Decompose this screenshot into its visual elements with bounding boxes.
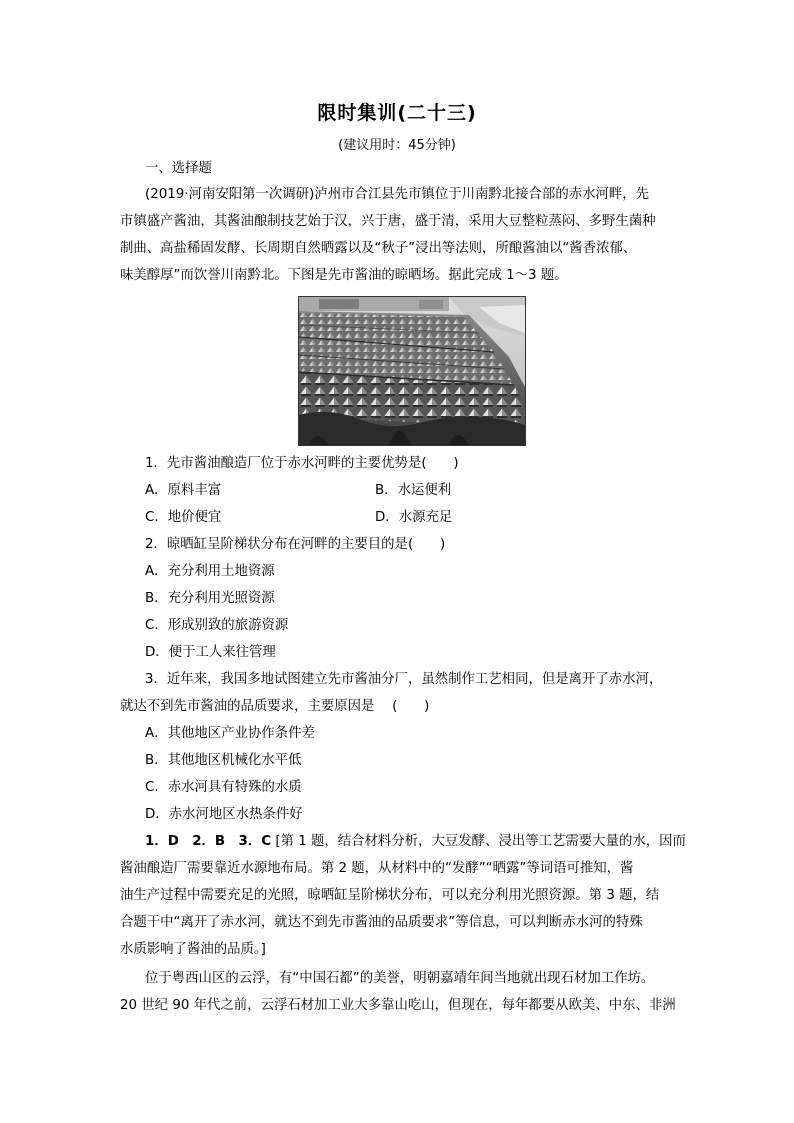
section-heading: 一、选择题 bbox=[145, 161, 212, 176]
passage2-line: 20 世纪 90 年代之前，云浮石材加工业大多靠山吃山，但现在，每年都要从欧美、中东、非洲 bbox=[120, 998, 676, 1013]
question-3-option-c: C．赤水河具有特殊的水质 bbox=[145, 780, 302, 795]
passage1-line: 味美醇厚”而饮誉川南黔北。下图是先市酱油的晾晒场。据此完成 1～3 题。 bbox=[120, 268, 568, 283]
answer-key: 1．D 2．B 3．C bbox=[145, 834, 272, 849]
answer-explanation-line: [第 1 题，结合材料分析，大豆发酵、浸出等工艺需要大量的水，因而 bbox=[275, 834, 686, 849]
question-2-option-c: C．形成别致的旅游资源 bbox=[145, 618, 289, 633]
question-3-option-d: D．赤水河地区水热条件好 bbox=[145, 807, 303, 822]
question-2-option-a: A．充分利用土地资源 bbox=[145, 564, 275, 579]
page-subtitle: (建议用时：45分钟) bbox=[338, 138, 456, 153]
answer-explanation-line: 合题干中“离开了赤水河，就达不到先市酱油的品质要求”等信息，可以判断赤水河的特殊 bbox=[120, 915, 643, 930]
answer-first-line bbox=[145, 833, 686, 851]
question-2-stem: 2．晾晒缸呈阶梯状分布在河畔的主要目的是( ) bbox=[145, 537, 446, 552]
page-title: 限时集训(二十三) bbox=[317, 102, 477, 124]
question-2-option-b: B．充分利用光照资源 bbox=[145, 591, 275, 606]
question-1-option-a: A．原料丰富 bbox=[145, 483, 222, 498]
question-3-stem: 3．近年来，我国多地试图建立先市酱油分厂，虽然制作工艺相同，但是离开了赤水河， bbox=[145, 672, 663, 687]
answer-explanation-line: 油生产过程中需要充足的光照，晾晒缸呈阶梯状分布，可以充分利用光照资源。第 3 题，结 bbox=[120, 888, 660, 903]
question-1-option-c: C．地价便宜 bbox=[145, 510, 222, 525]
passage1-line: 市镇盛产酱油，其酱油酿制技艺始于汉，兴于唐，盛于清，采用大豆整粒蒸闷、多野生菌种 bbox=[120, 214, 656, 229]
passage1-line: 制曲、高盐稀固发酵、长周期自然晒露以及“秋子”浸出等法则，所酿酱油以“酱香浓郁、 bbox=[120, 241, 637, 256]
question-3-option-a: A．其他地区产业协作条件差 bbox=[145, 726, 315, 741]
answer-explanation-line: 酱油酿造厂需要靠近水源地布局。第 2 题，从材料中的“发酵”“晒露”等词语可推知，酱 bbox=[120, 861, 634, 876]
question-3-stem: 就达不到先市酱油的品质要求，主要原因是 ( ) bbox=[120, 699, 430, 714]
passage1-line: (2019·河南安阳第一次调研)泸州市合江县先市镇位于川南黔北接合部的赤水河畔，先 bbox=[145, 187, 650, 202]
question-1-option-d: D．水源充足 bbox=[375, 510, 453, 525]
answer-explanation-line: 水质影响了酱油的品质。] bbox=[120, 942, 266, 957]
question-3-option-b: B．其他地区机械化水平低 bbox=[145, 753, 302, 768]
passage2-line: 位于粤西山区的云浮，有“中国石都”的美誉，明朝嘉靖年间当地就出现石材加工作坊。 bbox=[145, 971, 655, 986]
question-1-stem: 1．先市酱油酿造厂位于赤水河畔的主要优势是( ) bbox=[145, 456, 459, 471]
question-1-option-b: B．水运便利 bbox=[375, 483, 452, 498]
question-2-option-d: D．便于工人来往管理 bbox=[145, 645, 276, 660]
drying-jars-photo bbox=[298, 296, 526, 446]
